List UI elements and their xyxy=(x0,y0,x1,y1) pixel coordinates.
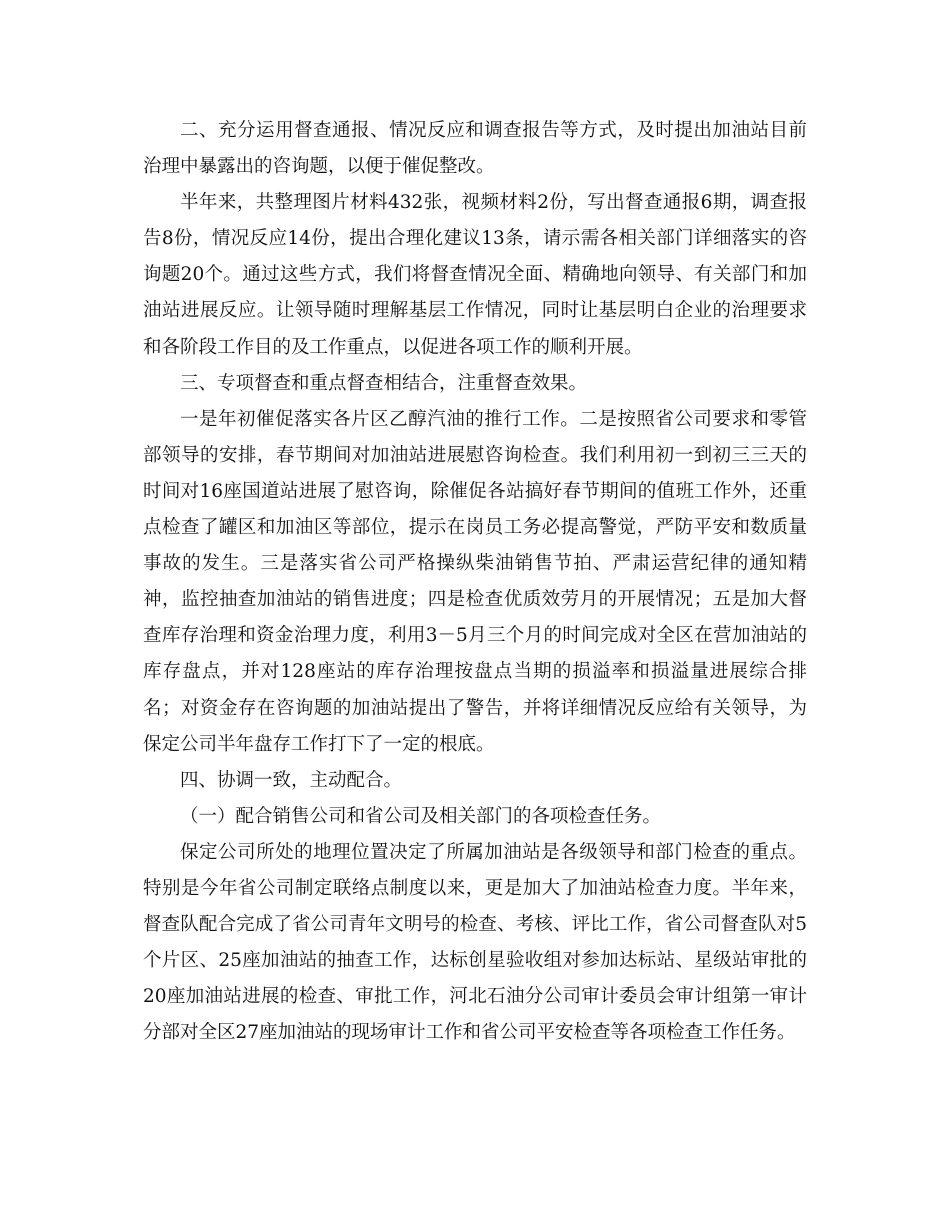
paragraph-7: 保定公司所处的地理位置决定了所属加油站是各级领导和部门检查的重点。特别是今年省公司制定联络点制度以来，更是加大了加油站检查力度。半年来，督查队配合完成了省公司青年文明号的检查、考核、评比工作，省公司督查队对5个片区、25座加油站的抽查工作，达标创星验收组对参加达标站、星级站审批的20座加油站进展的检查、审批工作，河北石油分公司审计委员会审计组第一审计分部对全区27座加油站的现场审计工作和省公司平安检查等各项检查工作任务。 xyxy=(143,841,807,1044)
paragraph-3: 三、专项督查和重点督查相结合，注重督查效果。 xyxy=(180,372,588,394)
paragraph-6: （一）配合销售公司和省公司及相关部门的各项检查任务。 xyxy=(180,805,662,827)
paragraph-2: 半年来，共整理图片材料432张，视频材料2份，写出督查通报6期，调查报告8份，情况反应14份，提出合理化建议13条，请示需各相关部门详细落实的咨询题20个。通过这些方式，我们将督查情况全面、精确地向领导、有关部门和加油站进展反应。让领导随时理解基层工作情况，同时让基层明白企业的治理要求和各阶段工作目的及工作重点，以促进各项工作的顺利开展。 xyxy=(143,192,807,358)
paragraph-4: 一是年初催促落实各片区乙醇汽油的推行工作。二是按照省公司要求和零管部领导的安排，春节期间对加油站进展慰咨询检查。我们利用初一到初三三天的时间对16座国道站进展了慰咨询，除催促各站搞好春节期间的值班工作外，还重点检查了罐区和加油区等部位，提示在岗员工务必提高警觉，严防平安和数质量事故的发生。三是落实省公司严格操纵柴油销售节拍、严肃运营纪律的通知精神，监控抽查加油站的销售进度；四是检查优质效劳月的开展情况；五是加大督查库存治理和资金治理力度，利用3－5月三个月的时间完成对全区在营加油站的库存盘点，并对128座站的库存治理按盘点当期的损溢率和损溢量进展综合排名；对资金存在咨询题的加油站提出了警告，并将详细情况反应给有关领导，为保定公司半年盘存工作打下了一定的根底。 xyxy=(143,408,807,755)
paragraph-5: 四、协调一致，主动配合。 xyxy=(180,769,403,791)
document-body xyxy=(143,113,807,1051)
paragraph-1: 二、充分运用督查通报、情况反应和调查报告等方式，及时提出加油站目前治理中暴露出的咨询题，以便于催促整改。 xyxy=(143,120,807,178)
